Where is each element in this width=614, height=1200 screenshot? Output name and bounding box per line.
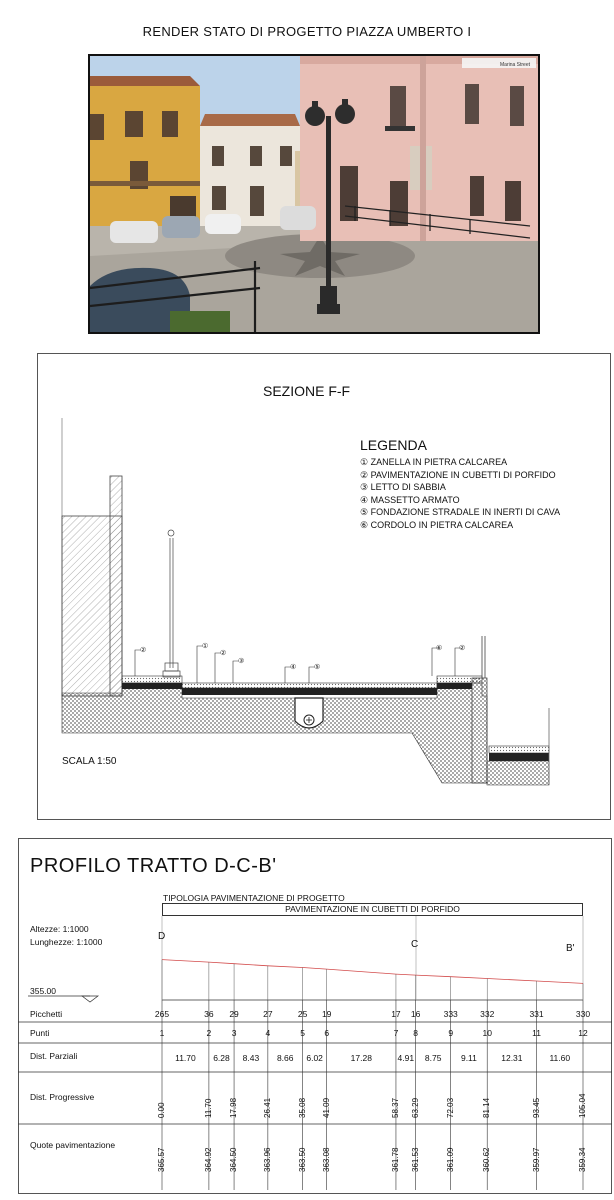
callout: ⑤ [314,664,321,671]
quota-cell: 363.50 [297,1147,307,1172]
legend-item: ② PAVIMENTAZIONE IN CUBETTI DI PORFIDO [360,469,556,480]
punto-cell: 10 [482,1028,492,1038]
progressiva-cell: 72.03 [445,1097,455,1118]
callout: ④ [290,664,297,671]
progressiva-cell: 81.14 [482,1097,492,1118]
legend-item: ① ZANELLA IN PIETRA CALCAREA [360,457,508,467]
lunghezze-scale: Lunghezze: 1:1000 [30,937,103,947]
legend-item: ④ MASSETTO ARMATO [360,494,460,505]
callout: ⑥ [436,645,443,652]
parziale-cell: 8.43 [242,1053,260,1063]
punto-cell: 8 [413,1028,419,1038]
picchetto-cell: 36 [204,1009,214,1019]
quota-cell: 364.50 [229,1147,239,1172]
quota-cell: 361.78 [390,1147,400,1172]
tipologia-label: TIPOLOGIA PAVIMENTAZIONE DI PROGETTO [163,893,345,903]
parziale-cell: 6.02 [306,1053,323,1063]
parziale-cell: 6.28 [213,1053,230,1063]
callout: ① [202,643,209,650]
punto-cell: 11 [532,1028,541,1038]
legend-item: ⑤ FONDAZIONE STRADALE IN INERTI DI CAVA [360,507,561,517]
quota-cell: 361.09 [445,1147,455,1172]
picchetto-cell: 17 [391,1009,401,1019]
picchetto-cell: 16 [410,1009,421,1019]
punto-cell: 2 [206,1028,212,1038]
quota-cell: 359.34 [578,1147,587,1172]
callout: ② [459,645,466,652]
punto-cell: 6 [324,1028,330,1038]
render-title: RENDER STATO DI PROGETTO PIAZZA UMBERTO I [142,24,472,39]
quota-cell: 363.96 [262,1147,272,1172]
progressiva-cell: 58.37 [390,1097,400,1118]
callout: ② [140,647,147,654]
quota-cell: 365.57 [157,1147,166,1172]
row-label-progressive: Dist. Progressive [30,1092,95,1102]
punto-cell: 12 [578,1028,588,1038]
progressiva-cell: 93.45 [531,1097,541,1118]
progressiva-cell: 11.70 [203,1098,213,1118]
row-label-punti: Punti [30,1028,50,1038]
parziale-cell: 11.70 [175,1053,196,1063]
picchetto-cell: 29 [229,1009,239,1019]
quota-cell: 361.53 [410,1147,420,1172]
progressiva-cell: 41.09 [321,1097,331,1118]
picchetto-cell: 19 [321,1009,332,1019]
row-label-quote: Quote pavimentazione [30,1140,116,1150]
quota-cell: 363.08 [321,1147,331,1172]
punto-cell: 1 [159,1028,165,1038]
datum-value: 355.00 [30,986,56,996]
progressiva-cell: 63.29 [410,1097,420,1118]
parziale-cell: 9.11 [460,1053,477,1063]
quota-cell: 360.62 [482,1147,492,1172]
profile-title: PROFILO TRATTO D-C-B' [30,855,277,877]
legend-item: ③ LETTO DI SABBIA [360,482,446,492]
punto-cell: 9 [448,1028,454,1038]
picchetto-cell: 332 [480,1009,495,1019]
callout: ③ [238,658,245,665]
altezze-scale: Altezze: 1:1000 [30,924,89,934]
punto-cell: 4 [265,1028,271,1038]
punto-cell: 5 [300,1028,305,1038]
point-d-label: D [158,931,166,942]
progressiva-cell: 17.98 [229,1097,239,1118]
progressiva-cell: 26.41 [262,1097,272,1118]
legend-title: LEGENDA [360,437,427,453]
picchetto-cell: 25 [297,1009,308,1019]
row-label-picchetti: Picchetti [30,1009,63,1019]
quota-cell: 359.97 [531,1147,541,1172]
overlay-text: Marina Street [500,62,531,68]
picchetto-cell: 265 [154,1009,170,1019]
progressiva-cell: 0.00 [157,1102,166,1118]
progressiva-cell: 35.08 [297,1097,307,1118]
parziale-cell: 8.66 [276,1053,294,1063]
parziale-cell: 8.75 [424,1053,442,1063]
picchetto-cell: 330 [575,1009,591,1019]
progressiva-cell: 105.04 [578,1093,587,1118]
punto-cell: 3 [231,1028,237,1038]
picchetto-cell: 333 [443,1009,458,1019]
legend-item: ⑥ CORDOLO IN PIETRA CALCAREA [360,519,514,530]
punto-cell: 7 [393,1028,399,1038]
parziale-cell: 11.60 [549,1053,571,1063]
point-c-label: C [411,939,419,950]
parziale-cell: 12.31 [501,1053,523,1063]
pavimentazione-text: PAVIMENTAZIONE IN CUBETTI DI PORFIDO [285,904,460,914]
section-title: SEZIONE F-F [263,383,351,399]
quota-cell: 364.92 [203,1147,213,1172]
picchetto-cell: 27 [263,1009,273,1019]
picchetto-cell: 331 [529,1009,544,1019]
parziale-cell: 4.91 [397,1053,415,1063]
point-b-label: B' [566,943,575,954]
profile-line [162,960,583,984]
callout: ② [220,650,227,657]
section-scale: SCALA 1:50 [62,756,117,767]
parziale-cell: 17.28 [350,1053,372,1063]
row-label-parziali: Dist. Parziali [30,1051,78,1061]
